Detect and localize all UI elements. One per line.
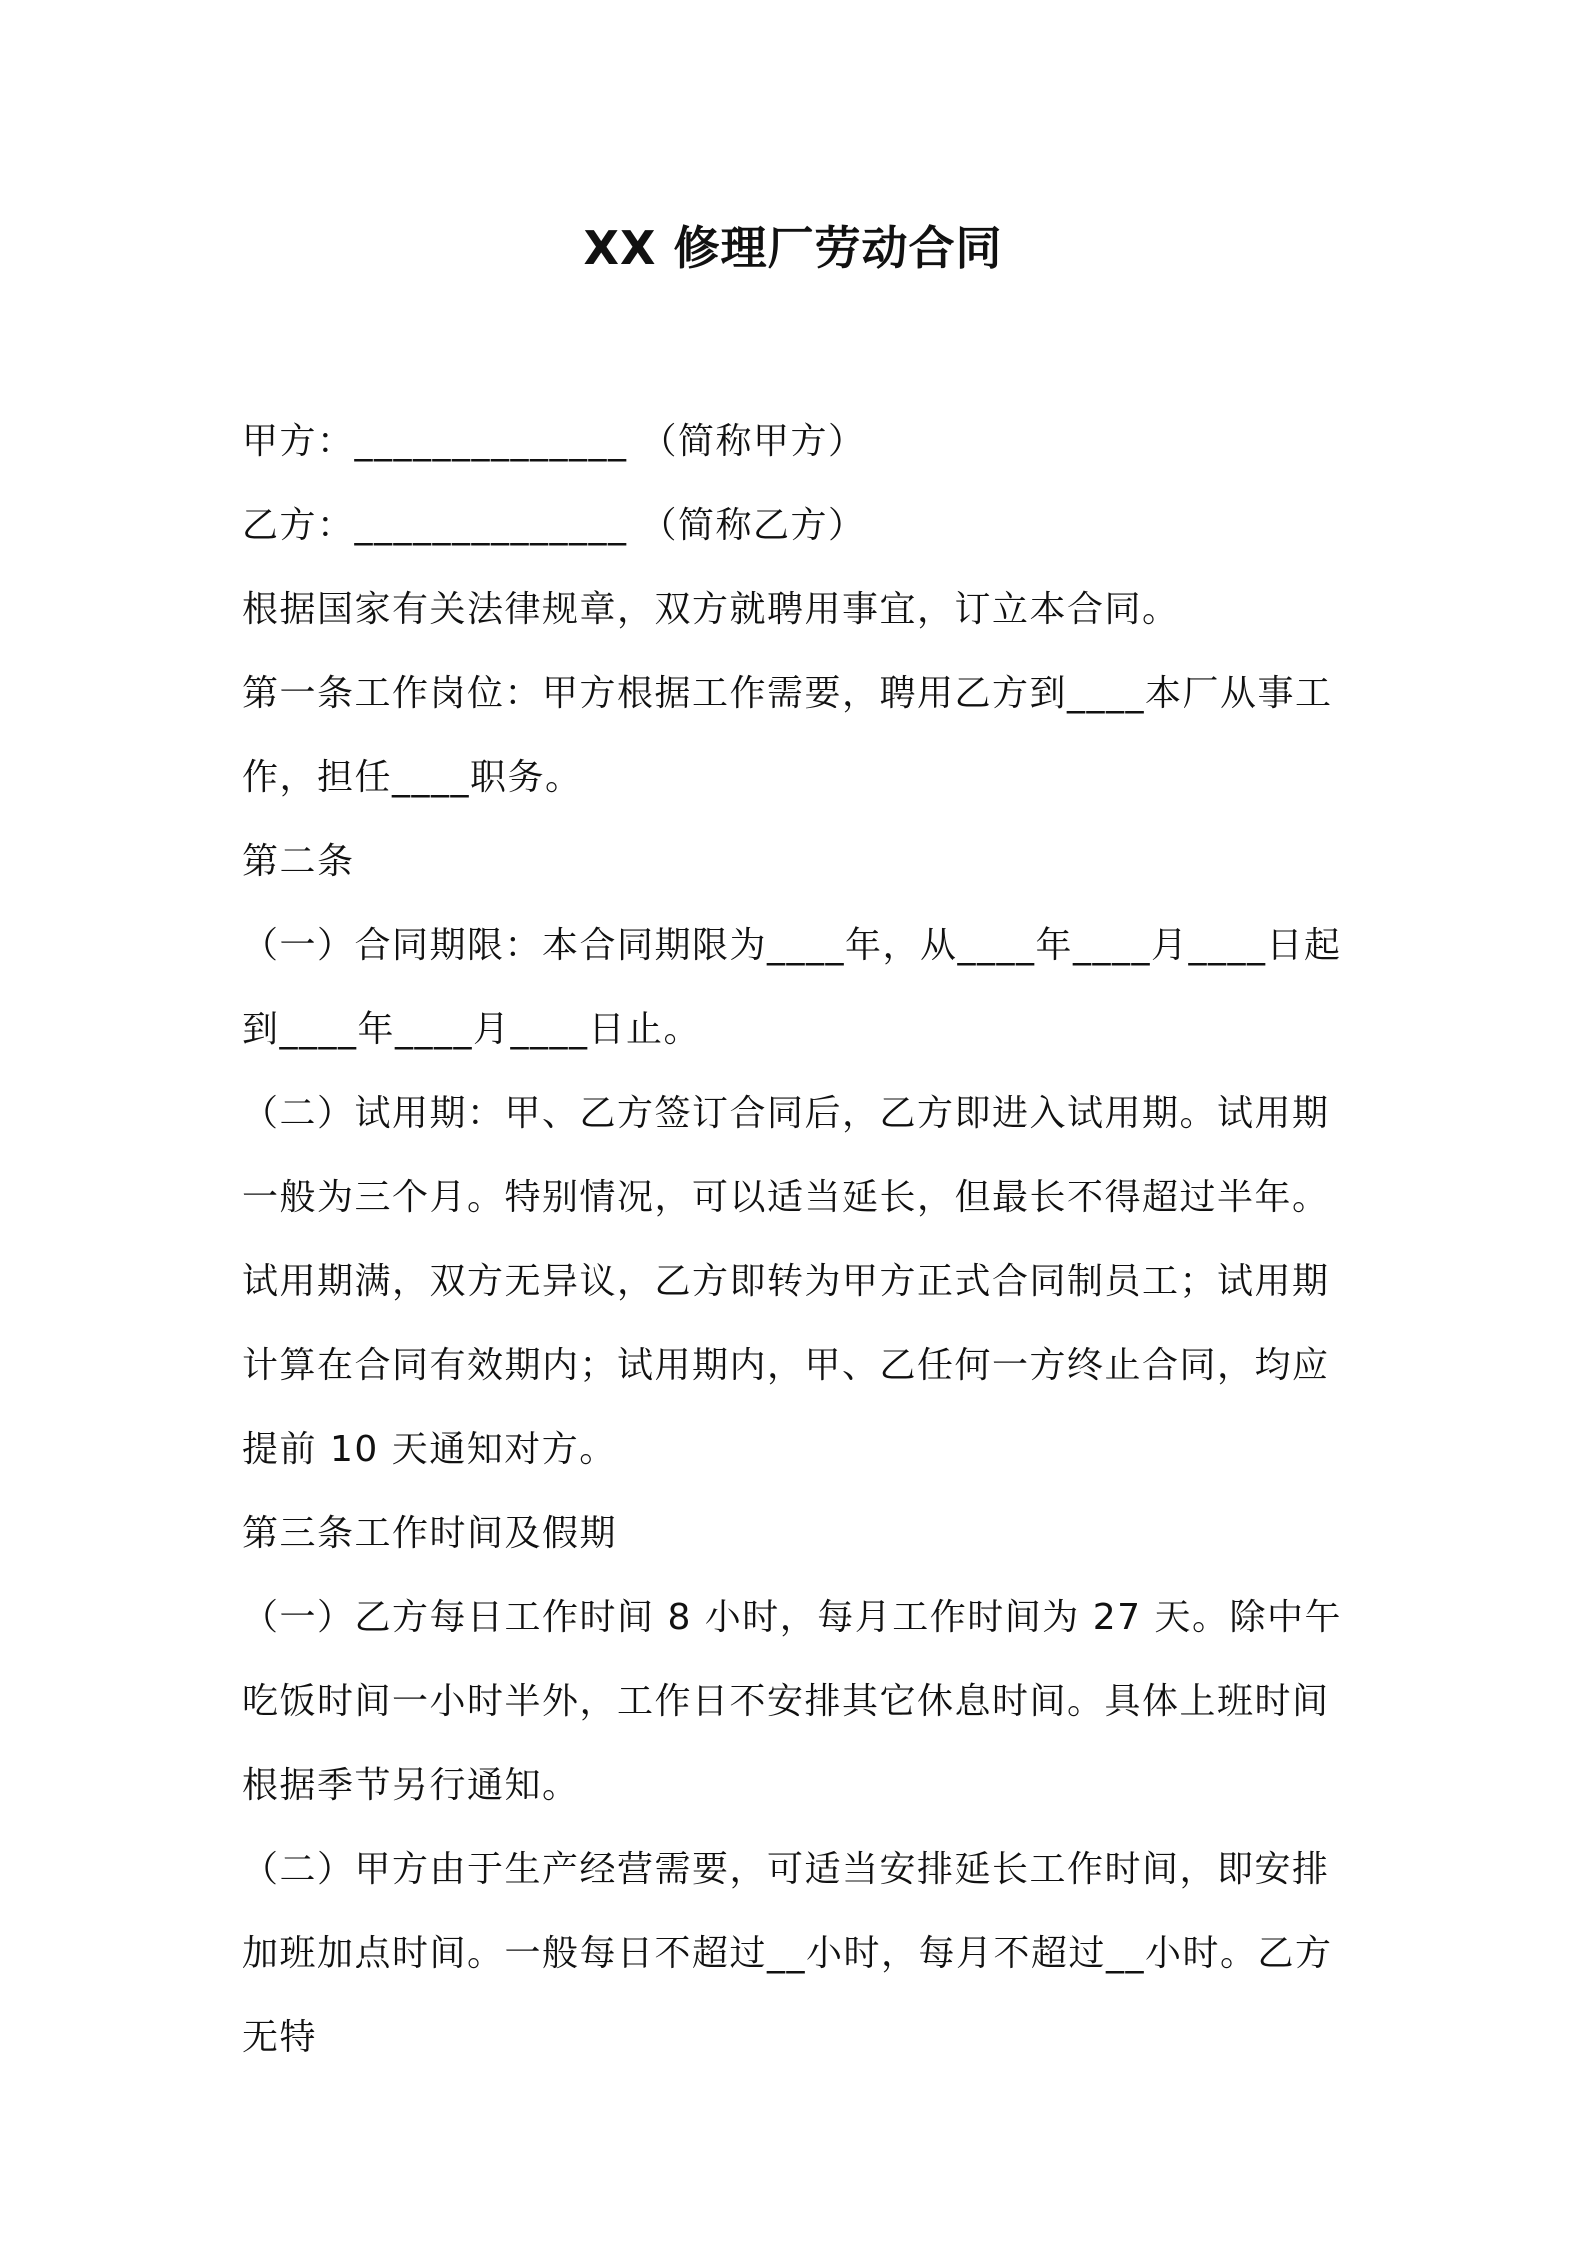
party-b-line: 乙方：______________ （简称乙方） (242, 505, 866, 546)
article-1-paragraph: 第一条工作岗位：甲方根据工作需要，聘用乙方到____本厂从事工作，担任____职务。 (242, 673, 1333, 798)
document-title: XX 修理厂劳动合同 (583, 221, 1003, 275)
article-2-clause-1: （一）合同期限：本合同期限为____年，从____年____月____日起到____年____月____日止。 (242, 925, 1342, 1050)
article-3-heading: 第三条工作时间及假期 (242, 1513, 618, 1554)
preamble-paragraph: 根据国家有关法律规章，双方就聘用事宜，订立本合同。 (242, 589, 1180, 630)
article-2-clause-2: （二）试用期：甲、乙方签订合同后，乙方即进入试用期。试用期一般为三个月。特别情况，可以适当延长，但最长不得超过半年。试用期满，双方无异议，乙方即转为甲方正式合同制员工；试用期计算在合同有效期内；试用期内，甲、乙任何一方终止合同，均应提前 10 天通知对方。 (242, 1093, 1330, 1470)
article-2-heading: 第二条 (242, 841, 355, 882)
document-body (242, 400, 1360, 2080)
party-a-line: 甲方：______________ （简称甲方） (242, 421, 866, 462)
article-3-clause-2: （二）甲方由于生产经营需要，可适当安排延长工作时间，即安排加班加点时间。一般每日不超过__小时，每月不超过__小时。乙方无特 (242, 1849, 1333, 2058)
article-3-clause-1: （一）乙方每日工作时间 8 小时，每月工作时间为 27 天。除中午吃饭时间一小时半外，工作日不安排其它休息时间。具体上班时间根据季节另行通知。 (242, 1597, 1342, 1806)
